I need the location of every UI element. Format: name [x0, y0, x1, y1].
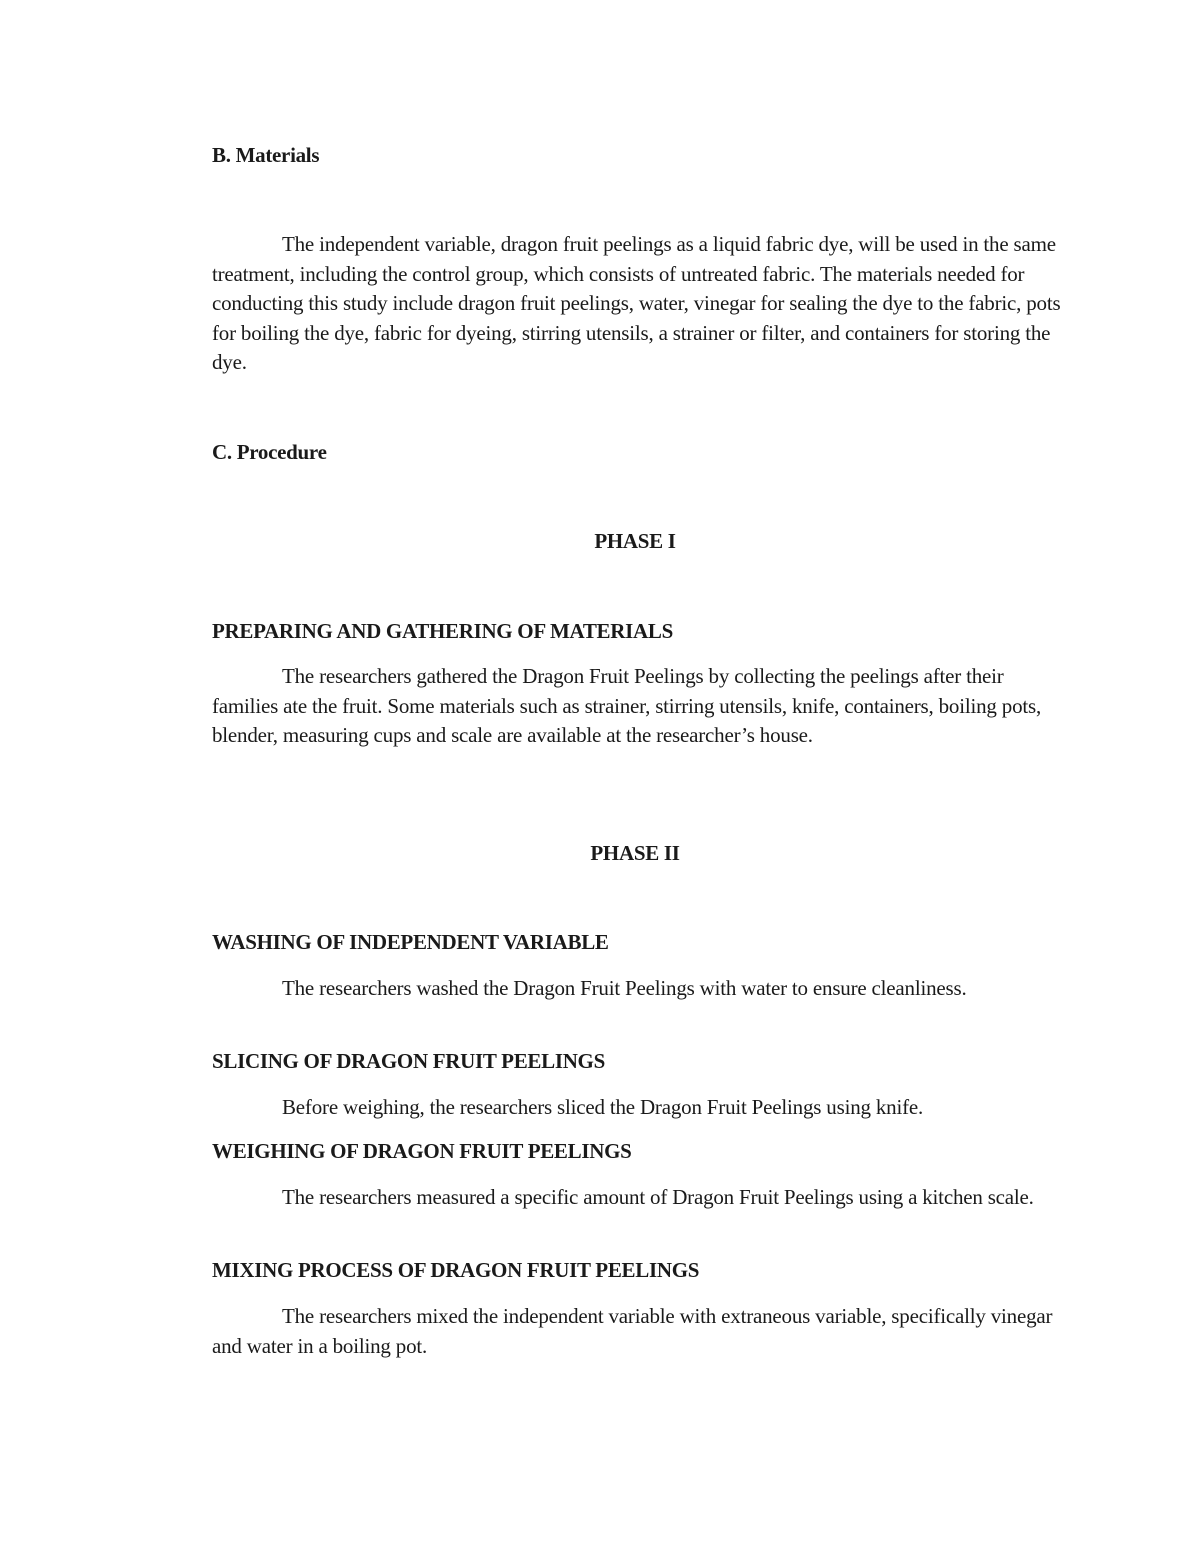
weighing-heading: WEIGHING OF DRAGON FRUIT PEELINGS: [212, 1139, 632, 1163]
procedure-heading: C. Procedure: [212, 440, 327, 464]
phase-1-title: PHASE I: [594, 529, 676, 553]
mixing-paragraph: The researchers mixed the independent variable with extraneous variable, specifically vinegar and water in a boiling pot.: [212, 1304, 1053, 1358]
preparing-materials-heading: PREPARING AND GATHERING OF MATERIALS: [212, 619, 673, 643]
materials-heading: B. Materials: [212, 143, 320, 167]
slicing-paragraph: Before weighing, the researchers sliced the Dragon Fruit Peelings using knife.: [282, 1095, 924, 1119]
mixing-heading: MIXING PROCESS OF DRAGON FRUIT PEELINGS: [212, 1258, 700, 1282]
washing-paragraph: The researchers washed the Dragon Fruit Peelings with water to ensure cleanliness.: [282, 976, 967, 1000]
weighing-paragraph: The researchers measured a specific amount of Dragon Fruit Peelings using a kitchen scale.: [282, 1185, 1034, 1209]
materials-paragraph: The independent variable, dragon fruit peelings as a liquid fabric dye, will be used in the same treatment, including the control group, which consists of untreated fabric. The materials needed for conducting this study include dragon fruit peelings, water, vinegar for sealing the dye to the fabric, pots for boiling the dye, fabric for dyeing, stirring utensils, a strainer or filter, and containers for storing the dye.: [212, 232, 1061, 374]
preparing-materials-paragraph: The researchers gathered the Dragon Fruit Peelings by collecting the peelings after their families ate the fruit. Some materials such as strainer, stirring utensils, knife, containers, boiling pots, blender, measuring cups and scale are available at the researcher’s house.: [212, 664, 1042, 747]
phase-2-title: PHASE II: [590, 841, 680, 865]
washing-heading: WASHING OF INDEPENDENT VARIABLE: [212, 930, 609, 954]
slicing-heading: SLICING OF DRAGON FRUIT PEELINGS: [212, 1049, 605, 1073]
